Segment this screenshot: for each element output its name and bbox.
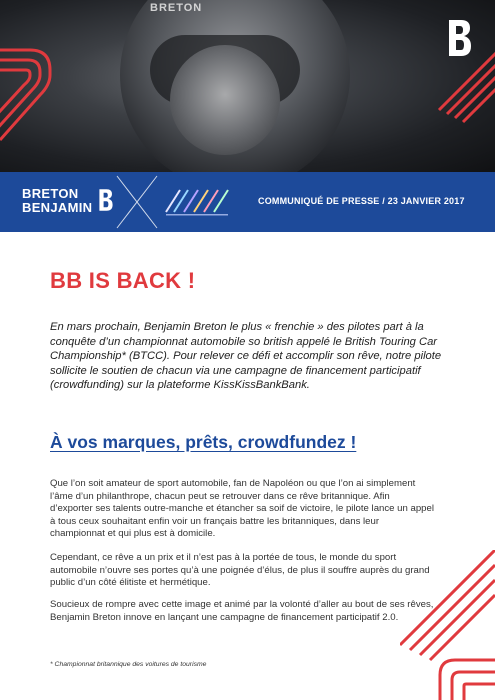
btcc-logo-icon	[160, 184, 240, 218]
lede-paragraph: En mars prochain, Benjamin Breton le plus « frenchie » des pilotes part à la conquête d’un championnat automobile so british appelé le British Touring Car Championship* (BTCC). Pour relever ce défi et accomplir son rêve, notre pilote sollicite le soutien de chacun via une campagne de financement participatif (crowdfunding) sur la plateforme KissKissBankBank.	[50, 321, 442, 392]
red-stripes-bottom-right-decoration	[400, 550, 495, 700]
photo-brand-text: BRETON	[150, 2, 203, 14]
body-paragraph-2: Cependant, ce rêve a un prix et il n’est pas à la portée de tous, le monde du sport automobile n’ouvre ses portes qu’à une poignée d’élus, de plus il souffre auprès du grand public d’un côté élitiste et hermétique.	[50, 552, 430, 589]
driver-face-image	[170, 45, 280, 155]
red-stripes-left-decoration	[0, 30, 70, 170]
footnote: * Championnat britannique des voitures de tourisme	[50, 661, 207, 668]
brand-b-icon	[98, 188, 114, 212]
header-photo	[0, 0, 495, 172]
cross-divider-icon	[115, 174, 159, 230]
brand-line1: BRETON	[22, 186, 79, 201]
brand-logo-text	[22, 187, 92, 215]
press-release-date: COMMUNIQUÉ DE PRESSE / 23 JANVIER 2017	[258, 196, 465, 206]
press-banner	[0, 172, 495, 232]
body-paragraph-1: Que l’on soit amateur de sport automobile, fan de Napoléon ou que l’on ai simplement l’âme d’un philanthrope, chacun peut se retrouver dans ce rêve britannique. Afin d’exporter ses talents outre-manche et étancher sa soif de victoire, le pilote lance un appel à tous ceux souhaitant enfin voir un français battre les britanniques, dans leur championnat et qui plus est à domicile.	[50, 478, 434, 540]
b-logo-icon	[447, 18, 473, 58]
brand-line2: BENJAMIN	[22, 200, 93, 215]
body-paragraph-3: Soucieux de rompre avec cette image et animé par la volonté d’aller au bout de ses rêves, Benjamin Breton innove en lançant une campagne de financement participatif 2.0.	[50, 599, 434, 623]
subheading: À vos marques, prêts, crowdfundez !	[50, 432, 357, 452]
headline: BB IS BACK !	[50, 268, 196, 293]
